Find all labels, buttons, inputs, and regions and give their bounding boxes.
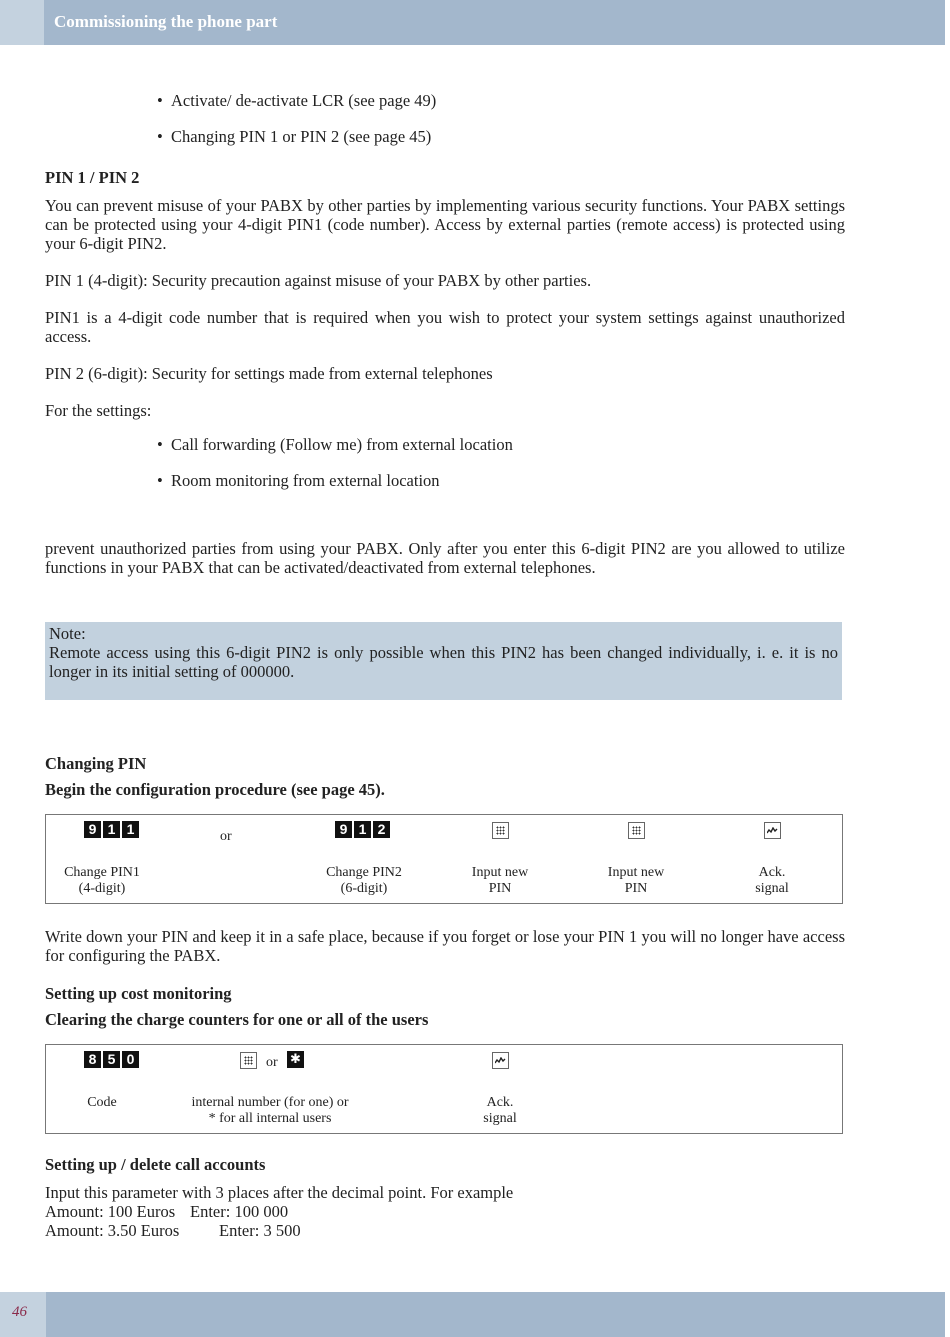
caption-ack-signal: Ack. signal <box>483 1095 517 1126</box>
pin-intro-paragraph: You can prevent misuse of your PABX by other parties by implementing various security functions. Your PABX settings can be protected using your 4-digit PIN1 (code number). Access by external parties (remote access) is protected using your 6-digit PIN2. <box>45 196 845 253</box>
list-item: • Activate/ de-activate LCR (see page 49) <box>157 91 436 110</box>
cost-monitoring-subheading: Clearing the charge counters for one or all of the users <box>45 1010 429 1029</box>
note-label: Note: <box>49 624 86 643</box>
caption-input-new-pin: Input new PIN <box>471 865 529 896</box>
keypad-icon <box>492 822 509 839</box>
section-heading-cost-monitoring: Setting up cost monitoring <box>45 984 232 1003</box>
call-accounts-instruction: Input this parameter with 3 places after the decimal point. For example <box>45 1183 514 1202</box>
key-1: 1 <box>122 821 139 838</box>
caption-change-pin2: Change PIN2 (6-digit) <box>326 865 402 896</box>
section-heading-pin: PIN 1 / PIN 2 <box>45 168 140 187</box>
example-enter: Enter: 3 500 <box>219 1221 301 1240</box>
keypad-code-912 <box>335 821 390 838</box>
footer-bar <box>0 1292 945 1337</box>
key-2: 2 <box>373 821 390 838</box>
key-9: 9 <box>84 821 101 838</box>
list-item: • Room monitoring from external location <box>157 471 440 490</box>
page-number: 46 <box>12 1304 27 1320</box>
key-1: 1 <box>354 821 371 838</box>
caption-ack-signal: Ack. signal <box>755 865 789 896</box>
section-heading-changing-pin: Changing PIN <box>45 754 147 773</box>
page-header-title: Commissioning the phone part <box>54 12 278 31</box>
caption-input-new-pin: Input new PIN <box>607 865 665 896</box>
pin2-description: PIN 2 (6-digit): Security for settings made from external telephones <box>45 364 493 383</box>
pin1-detail: PIN1 is a 4-digit code number that is required when you wish to protect your system settings against unauthorized access. <box>45 308 845 346</box>
settings-label: For the settings: <box>45 401 152 420</box>
ack-signal-icon <box>492 1052 509 1069</box>
caption-code: Code <box>87 1095 117 1110</box>
keypad-icon <box>240 1052 257 1069</box>
pin2-remote-paragraph: prevent unauthorized parties from using your PABX. Only after you enter this 6-digit PIN2 are you allowed to utilize functions in your PABX that can be activated/deactivated from external telephones. <box>45 539 845 577</box>
pin-safekeeping-paragraph: Write down your PIN and keep it in a safe place, because if you forget or lose your PIN 1 you will no longer have access for configuring the PABX. <box>45 927 845 965</box>
key-1: 1 <box>103 821 120 838</box>
or-label: or <box>266 1055 278 1070</box>
key-5: 5 <box>103 1051 120 1068</box>
example-amount: Amount: 100 Euros <box>45 1202 176 1221</box>
note-text: Remote access using this 6-digit PIN2 is only possible when this PIN2 has been changed individually, i. e. it is no longer in its initial setting of 000000. <box>49 643 838 681</box>
procedure-box-changing-pin <box>45 814 843 904</box>
key-9: 9 <box>335 821 352 838</box>
procedure-instruction: Begin the configuration procedure (see page 45). <box>45 780 385 799</box>
star-key-icon: ✱ <box>287 1051 304 1068</box>
procedure-box-charge-counters <box>45 1044 843 1134</box>
keypad-code-850 <box>84 1051 139 1068</box>
key-0: 0 <box>122 1051 139 1068</box>
example-enter: Enter: 100 000 <box>190 1202 289 1221</box>
section-heading-call-accounts: Setting up / delete call accounts <box>45 1155 266 1174</box>
or-label: or <box>220 829 232 844</box>
keypad-icon <box>628 822 645 839</box>
header-tab <box>0 0 44 45</box>
caption-internal-number: internal number (for one) or * for all internal users <box>191 1095 349 1126</box>
key-8: 8 <box>84 1051 101 1068</box>
caption-change-pin1: Change PIN1 (4-digit) <box>64 865 140 896</box>
list-item: • Call forwarding (Follow me) from external location <box>157 435 513 454</box>
note-box <box>45 622 842 700</box>
list-item: • Changing PIN 1 or PIN 2 (see page 45) <box>157 127 431 146</box>
ack-signal-icon <box>764 822 781 839</box>
example-amount: Amount: 3.50 Euros <box>45 1221 180 1240</box>
keypad-code-911 <box>84 821 139 838</box>
pin1-description: PIN 1 (4-digit): Security precaution against misuse of your PABX by other parties. <box>45 271 592 290</box>
